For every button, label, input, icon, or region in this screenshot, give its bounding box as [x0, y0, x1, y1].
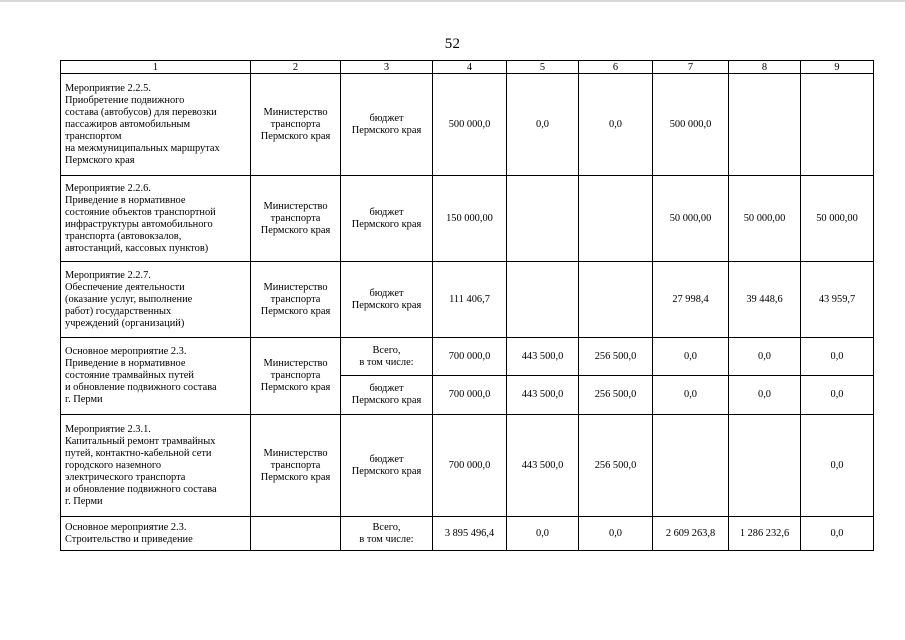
description-line: работ) государственных	[65, 305, 172, 317]
funding-source-line: бюджет	[369, 383, 404, 394]
amount-value: 443 500,0	[521, 350, 564, 362]
responsible-line: Министерство	[263, 106, 328, 118]
column-number-2: 2	[251, 61, 341, 74]
column-number-1: 1	[61, 61, 251, 74]
responsible-line: транспорта	[270, 459, 321, 471]
table-row	[61, 74, 874, 176]
funding-source-line: бюджет	[369, 287, 404, 299]
activity-description	[61, 176, 251, 262]
amount-col-5-line	[507, 338, 578, 376]
column-number-9: 9	[801, 61, 874, 74]
amount-col-4	[433, 176, 507, 262]
funding-source-text	[352, 113, 422, 136]
funding-source	[341, 338, 433, 415]
description-line: Мероприятие 2.2.5.	[65, 82, 151, 94]
funding-source-text	[352, 383, 422, 407]
amount-col-4	[433, 517, 507, 551]
amount-col-8	[729, 517, 801, 551]
amount-value: 443 500,0	[521, 389, 564, 400]
amount-col-6	[579, 176, 653, 262]
responsible-line: транспорта	[270, 118, 321, 130]
amount-col-7	[653, 415, 729, 517]
description-line: Мероприятие 2.2.6.	[65, 182, 151, 194]
amount-col-4	[433, 74, 507, 176]
amount-col-6	[579, 415, 653, 517]
amount-col-9	[801, 338, 874, 415]
description-line: Мероприятие 2.3.1.	[65, 423, 151, 435]
activity-description	[61, 517, 251, 551]
responsible-line: Пермского края	[260, 130, 331, 142]
funding-source	[341, 74, 433, 176]
activity-description	[61, 415, 251, 517]
amount-value: 39 448,6	[746, 293, 783, 305]
amount-col-6	[579, 262, 653, 338]
amount-col-6	[579, 517, 653, 551]
table-row	[61, 262, 874, 338]
funding-source-line: бюджет	[369, 453, 404, 465]
responsible-line: Министерство	[263, 447, 328, 459]
responsible-line: Министерство	[263, 200, 328, 212]
description-line: Основное мероприятие 2.3.	[65, 346, 187, 357]
amount-col-7	[653, 517, 729, 551]
column-number-8: 8	[729, 61, 801, 74]
responsible-line: Пермского края	[260, 224, 331, 236]
amount-value: 256 500,0	[594, 350, 637, 362]
amount-col-7	[653, 176, 729, 262]
amount-value: 50 000,00	[816, 212, 858, 224]
column-number-4: 4	[433, 61, 507, 74]
funding-source-line: Пермского края	[351, 124, 422, 136]
amount-col-5	[507, 415, 579, 517]
amount-col-5	[507, 262, 579, 338]
description-line: состава (автобусов) для перевозки	[65, 106, 217, 118]
funding-source-line: в том числе:	[359, 356, 414, 368]
header-row	[61, 61, 874, 74]
amount-col-7	[653, 74, 729, 176]
amount-value: 256 500,0	[594, 459, 637, 471]
table-row	[61, 415, 874, 517]
amount-col-8	[729, 262, 801, 338]
amount-col-9	[801, 262, 874, 338]
responsible-line: Пермского края	[260, 471, 331, 483]
amount-col-4-line	[433, 338, 506, 376]
amount-value: 1 286 232,6	[739, 527, 790, 539]
funding-source	[341, 415, 433, 517]
description-line: Приведение в нормативное	[65, 358, 186, 369]
amount-col-8	[729, 74, 801, 176]
activity-description	[61, 262, 251, 338]
description-line: Строительство и приведение	[65, 533, 193, 545]
description-line: г. Перми	[65, 495, 103, 507]
table-row	[61, 338, 874, 415]
funding-source-line: Всего,	[372, 521, 401, 533]
amount-value: 700 000,0	[448, 350, 491, 362]
amount-value: 50 000,00	[743, 212, 786, 224]
description-line: состояние трамвайных путей	[65, 370, 194, 381]
description-line: автостанций, кассовых пунктов)	[65, 242, 209, 254]
amount-col-8	[729, 415, 801, 517]
responsible-executor	[251, 74, 341, 176]
amount-col-8-line	[729, 338, 800, 376]
amount-col-9-line	[801, 376, 873, 414]
funding-source-text	[352, 207, 422, 230]
description-line: учреждений (организаций)	[65, 317, 185, 329]
column-number-3: 3	[341, 61, 433, 74]
amount-value: 0,0	[684, 350, 697, 362]
responsible-executor	[251, 517, 341, 551]
amount-value: 0,0	[536, 527, 549, 539]
activity-description	[61, 74, 251, 176]
amount-col-9-line	[801, 338, 873, 376]
amount-value: 150 000,00	[446, 212, 493, 224]
amount-value: 0,0	[758, 389, 771, 400]
amount-value: 0,0	[609, 527, 622, 539]
amount-value: 0,0	[609, 118, 622, 130]
description-line: состояние объектов транспортной	[65, 206, 216, 218]
responsible-executor	[251, 176, 341, 262]
amount-value: 111 406,7	[449, 293, 490, 305]
amount-col-7	[653, 262, 729, 338]
amount-col-7-line	[653, 338, 728, 376]
amount-col-8	[729, 338, 801, 415]
description-line: (оказание услуг, выполнение	[65, 293, 193, 305]
amount-value: 500 000,0	[448, 118, 491, 130]
description-line: городского наземного	[65, 459, 162, 471]
description-line: транспорта (автовокзалов,	[65, 230, 182, 242]
funding-source-line: бюджет	[369, 206, 404, 218]
amount-col-6-line	[579, 376, 652, 414]
funding-source-line	[341, 376, 432, 414]
column-number-6: 6	[579, 61, 653, 74]
description-line: транспортом	[65, 130, 122, 142]
funding-source-text	[359, 345, 413, 369]
funding-source-line: бюджет	[369, 112, 404, 124]
amount-col-7-line	[653, 376, 728, 414]
amount-col-9	[801, 74, 874, 176]
amount-value: 0,0	[830, 527, 844, 539]
amount-col-6	[579, 338, 653, 415]
amount-col-8	[729, 176, 801, 262]
amount-value: 0,0	[830, 389, 844, 400]
description-line: г. Перми	[65, 394, 103, 405]
amount-col-8-line	[729, 376, 800, 414]
responsible-executor	[251, 338, 341, 415]
amount-value: 700 000,0	[448, 389, 491, 400]
amount-value: 0,0	[758, 350, 771, 362]
amount-col-5-line	[507, 376, 578, 414]
description-line: Капитальный ремонт трамвайных	[65, 435, 216, 447]
funding-source-line: в том числе:	[359, 533, 414, 545]
description-line: и обновление подвижного состава	[65, 382, 217, 393]
amount-col-4	[433, 262, 507, 338]
description-line: Мероприятие 2.2.7.	[65, 269, 151, 281]
amount-col-9	[801, 517, 874, 551]
amount-col-5	[507, 74, 579, 176]
amount-value: 0,0	[830, 459, 844, 471]
amount-value: 27 998,4	[672, 293, 709, 305]
funding-source-line: Пермского края	[351, 465, 422, 477]
amount-col-6	[579, 74, 653, 176]
table-row	[61, 517, 874, 551]
description-line: Пермского края	[65, 154, 135, 166]
description-line: электрического транспорта	[65, 471, 186, 483]
funding-source-line: Пермского края	[351, 395, 422, 406]
amount-value: 2 609 263,8	[665, 527, 716, 539]
amount-col-6-line	[579, 338, 652, 376]
amount-col-4	[433, 338, 507, 415]
amount-value: 256 500,0	[594, 389, 637, 400]
description-line: путей, контактно-кабельной сети	[65, 447, 212, 459]
funding-source-line: Пермского края	[351, 299, 422, 311]
responsible-line: транспорта	[270, 293, 321, 305]
description-line: на межмуниципальных маршрутах	[65, 142, 220, 154]
responsible-line: транспорта	[270, 370, 321, 381]
funding-source-line: Пермского края	[351, 218, 422, 230]
funding-source-text	[352, 288, 422, 311]
page-number: 52	[444, 36, 461, 52]
column-number-5: 5	[507, 61, 579, 74]
table-row	[61, 176, 874, 262]
amount-col-5	[507, 517, 579, 551]
amount-value: 0,0	[830, 350, 844, 362]
amount-col-5	[507, 338, 579, 415]
responsible-line: Пермского края	[260, 382, 331, 393]
description-line: и обновление подвижного состава	[65, 483, 217, 495]
funding-source-line	[341, 338, 432, 376]
amount-col-4-line	[433, 376, 506, 414]
description-line: Приведение в нормативное	[65, 194, 186, 206]
amount-value: 500 000,0	[669, 118, 712, 130]
funding-source-text	[352, 454, 422, 477]
amount-value: 443 500,0	[521, 459, 564, 471]
funding-source-text	[359, 522, 413, 545]
description-line: инфраструктуры автомобильного	[65, 218, 213, 230]
scan-edge	[0, 0, 905, 2]
amount-value: 0,0	[684, 389, 697, 400]
responsible-executor	[251, 262, 341, 338]
responsible-executor	[251, 415, 341, 517]
responsible-line: Пермского края	[260, 305, 331, 317]
description-line: Приобретение подвижного	[65, 94, 185, 106]
description-line: Обеспечение деятельности	[65, 281, 185, 293]
funding-source-line: Всего,	[372, 344, 401, 356]
responsible-line: транспорта	[270, 212, 321, 224]
responsible-line: Министерство	[263, 358, 328, 369]
amount-value: 43 959,7	[818, 293, 856, 305]
funding-source	[341, 176, 433, 262]
budget-table	[60, 60, 874, 551]
amount-value: 700 000,0	[448, 459, 491, 471]
activity-description	[61, 338, 251, 415]
description-line: Основное мероприятие 2.3.	[65, 521, 187, 533]
responsible-line: Министерство	[263, 281, 328, 293]
amount-col-4	[433, 415, 507, 517]
amount-value: 0,0	[536, 118, 549, 130]
amount-col-9	[801, 415, 874, 517]
funding-source	[341, 262, 433, 338]
amount-col-7	[653, 338, 729, 415]
amount-value: 3 895 496,4	[444, 527, 495, 539]
amount-col-9	[801, 176, 874, 262]
amount-col-5	[507, 176, 579, 262]
funding-source	[341, 517, 433, 551]
amount-value: 50 000,00	[669, 212, 712, 224]
column-number-7: 7	[653, 61, 729, 74]
description-line: пассажиров автомобильным	[65, 118, 191, 130]
